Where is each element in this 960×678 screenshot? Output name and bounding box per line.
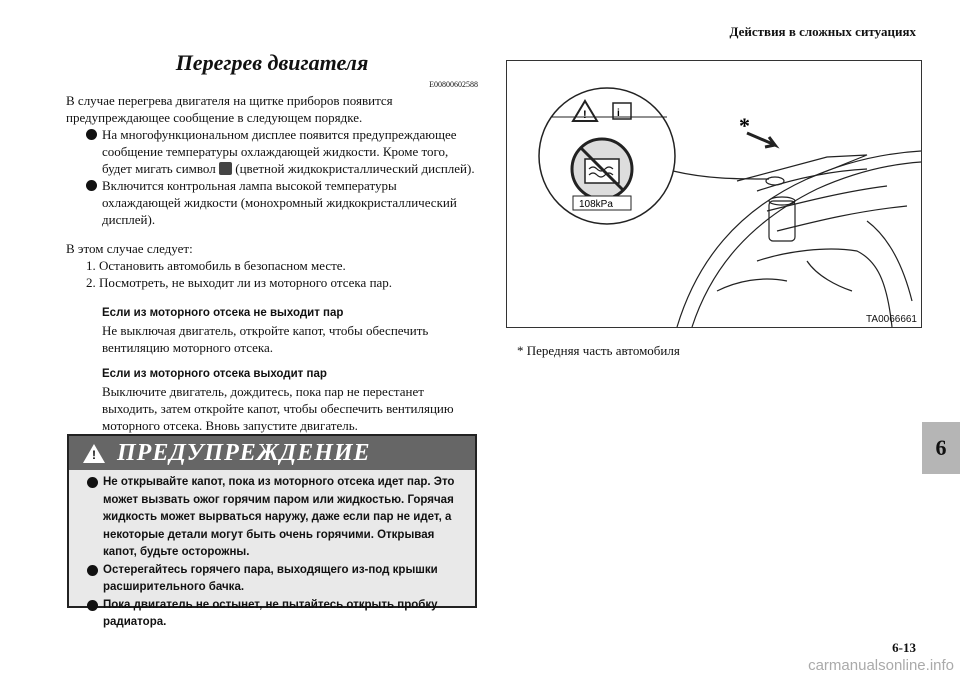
engine-figure [506, 60, 922, 328]
warning-item-text: Остерегайтесь горячего пара, выходящего из-под крышки расширительного бачка. [103, 563, 438, 593]
warning-body [69, 470, 475, 632]
main-text-column [66, 50, 478, 434]
case-heading: Если из моторного отсека выходит пар [102, 368, 327, 380]
bullet-dot-icon [86, 129, 97, 140]
asterisk-marker: * [739, 113, 750, 138]
section-header: Действия в сложных ситуациях [729, 24, 916, 39]
warning-header [69, 436, 475, 470]
intro-paragraph: В случае перегрева двигателя на щитке приборов появится предупреждающее сообщение в следующем порядке. [66, 93, 393, 125]
warning-title: ПРЕДУПРЕЖДЕНИЕ [117, 439, 371, 466]
bullet-dot-icon [87, 600, 98, 611]
bullet-dot-icon [86, 180, 97, 191]
steps-intro: В этом случае следует: [66, 241, 193, 256]
engine-illustration [507, 61, 921, 327]
figure-caption: * Передняя часть автомобиля [517, 343, 680, 358]
warning-item [81, 474, 467, 562]
step-item: 1. Остановить автомобиль в безопасном месте. [86, 258, 346, 273]
case-heading: Если из моторного отсека не выходит пар [102, 307, 344, 319]
warning-box [67, 434, 477, 628]
warning-item-text: Пока двигатель не остынет, не пытайтесь открыть пробку радиатора. [103, 598, 438, 628]
case-block [66, 364, 478, 434]
page-number: 6-13 [892, 640, 916, 655]
warning-triangle-icon: ! [83, 444, 105, 463]
svg-text:i: i [617, 108, 620, 119]
bullet-text-before: На многофункциональном дисплее появится предупреждающее сообщение температуры охлаждающей жидкости. Кроме того, будет мигать символ [102, 127, 457, 176]
bullet-dot-icon [87, 477, 98, 488]
bullet-item [66, 177, 478, 228]
step-item: 2. Посмотреть, не выходит ли из моторного отсека пар. [86, 275, 393, 290]
warning-item [81, 597, 467, 632]
coolant-temperature-icon [219, 162, 232, 175]
page-title: Перегрев двигателя [175, 50, 369, 75]
document-code: E00800602588 [429, 80, 478, 89]
bullet-item [66, 126, 478, 177]
case-text: Выключите двигатель, дождитесь, пока пар не перестанет выходить, затем откройте капот, чтобы обеспечить вентиляцию моторного отсека. Вновь запустите двигатель. [102, 384, 454, 433]
case-block [66, 303, 478, 356]
case-text: Не выключая двигатель, откройте капот, чтобы обеспечить вентиляцию моторного отсека. [102, 323, 429, 355]
bullet-text: Включится контрольная лампа высокой температуры охлаждающей жидкости (монохромный жидкокристаллический дисплей). [102, 178, 457, 227]
bullet-text-after: (цветной жидкокристаллический дисплей). [235, 161, 475, 176]
bullet-dot-icon [87, 565, 98, 576]
chapter-tab [922, 422, 960, 474]
watermark: carmanualsonline.info [808, 657, 954, 674]
pressure-label: 108kPa [579, 199, 613, 210]
svg-text:!: ! [583, 109, 587, 121]
warning-item-text: Не открывайте капот, пока из моторного отсека идет пар. Это может вызвать ожог горячим паром или жидкостью. Горячая жидкость может вырваться наружу, даже если пар не идет, а некоторые детали могут быть очень горячими. Открывая капот, будьте осторожны. [103, 476, 455, 558]
chapter-tab-number: 6 [935, 435, 947, 460]
figure-code: TA0066661 [866, 314, 917, 325]
warning-item [81, 562, 467, 597]
